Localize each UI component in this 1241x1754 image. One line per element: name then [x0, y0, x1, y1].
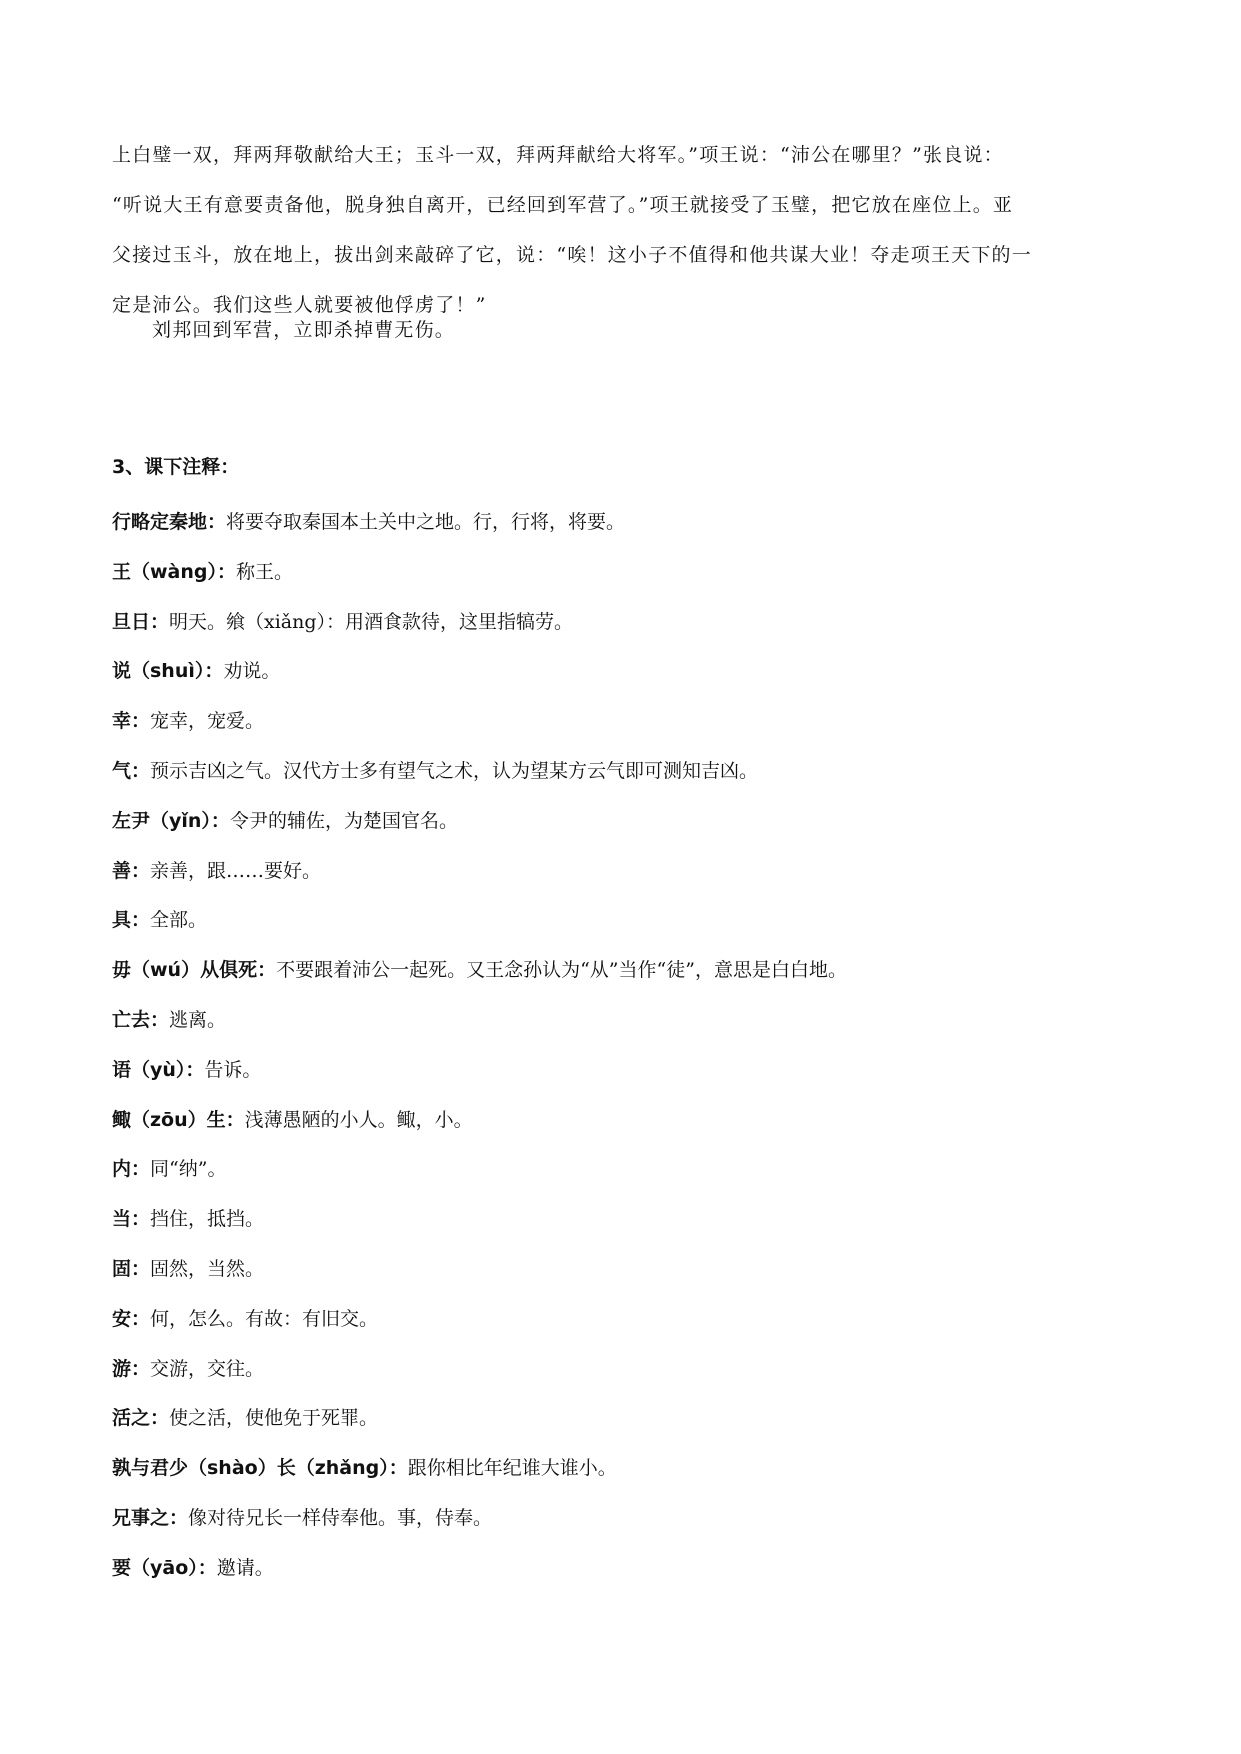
note-item [112, 1046, 1128, 1096]
note-definition: 同“纳”。 [150, 1158, 227, 1181]
note-definition: 邀请。 [216, 1556, 274, 1579]
passage-line: “听说大王有意要责备他，脱身独自离开，已经回到军营了。”项王就接受了玉璧，把它放在座位上。亚 [112, 194, 1014, 216]
passage-line: 上白璧一双，拜两拜敬献给大王；玉斗一双，拜两拜献给大将军。”项王说：“沛公在哪里？”张良说： [112, 144, 1004, 166]
note-definition: 令尹的辅佐，为楚国官名。 [229, 809, 458, 832]
note-item [112, 1345, 1128, 1395]
notes-list [112, 498, 1128, 1594]
passage-line: 定是沛公。我们这些人就要被他俘虏了！” [112, 294, 487, 316]
note-term: 左尹（yǐn）： [112, 809, 230, 832]
note-term: 毋（wú）从俱死： [112, 959, 277, 982]
note-definition: 像对待兄长一样侍奉他。事，侍奉。 [188, 1506, 493, 1529]
note-definition: 告诉。 [204, 1058, 262, 1081]
note-term: 幸： [112, 710, 151, 733]
note-definition: 全部。 [150, 909, 208, 932]
note-term: 安： [112, 1307, 151, 1330]
note-definition: 逃离。 [169, 1008, 227, 1031]
note-definition: 将要夺取秦国本土关中之地。行，行将，将要。 [226, 511, 626, 533]
note-term: 兄事之： [112, 1506, 189, 1529]
note-definition: 挡住，抵挡。 [150, 1208, 265, 1231]
note-term: 内： [112, 1158, 151, 1181]
note-definition: 亲善，跟……要好。 [150, 859, 322, 882]
note-item [112, 1145, 1128, 1195]
note-item [112, 996, 1128, 1046]
note-term: 鲰（zōu）生： [112, 1108, 245, 1131]
note-item [112, 498, 1128, 548]
note-term: 具： [112, 909, 151, 932]
note-item [112, 946, 1128, 996]
note-term: 固： [112, 1257, 151, 1280]
note-item [112, 1394, 1128, 1444]
note-item [112, 896, 1128, 946]
notes-heading: 3、课下注释： [112, 456, 240, 478]
note-term: 说（shuì）： [112, 660, 224, 683]
note-definition: 何，怎么。有故：有旧交。 [150, 1307, 379, 1330]
note-item [112, 1195, 1128, 1245]
note-item [112, 797, 1128, 847]
note-definition: 宠幸，宠爱。 [150, 710, 265, 733]
note-item [112, 548, 1128, 598]
note-definition: 跟你相比年纪谁大谁小。 [407, 1457, 617, 1480]
note-item [112, 598, 1128, 648]
note-definition: 固然，当然。 [150, 1257, 265, 1280]
note-item [112, 1245, 1128, 1295]
note-item [112, 697, 1128, 747]
note-term: 孰与君少（shào）长（zhǎng）： [112, 1457, 408, 1480]
note-definition: 预示吉凶之气。汉代方士多有望气之术，认为望某方云气即可测知吉凶。 [150, 759, 759, 782]
passage-line: 刘邦回到军营，立即杀掉曹无伤。 [152, 319, 456, 341]
note-definition: 劝说。 [223, 660, 281, 683]
note-term: 要（yāo）： [112, 1556, 217, 1579]
note-term: 王（wàng）： [112, 560, 237, 583]
note-term: 气： [112, 759, 151, 782]
note-item [112, 847, 1128, 897]
note-item [112, 747, 1128, 797]
note-item [112, 1295, 1128, 1345]
note-term: 善： [112, 859, 151, 882]
note-item [112, 1444, 1128, 1494]
note-term: 当： [112, 1208, 151, 1231]
note-definition: 明天。飨（xiǎng）：用酒食款待，这里指犒劳。 [169, 610, 574, 633]
note-definition: 浅薄愚陋的小人。鲰，小。 [244, 1108, 473, 1131]
note-definition: 不要跟着沛公一起死。又王念孙认为“从”当作“徒”，意思是白白地。 [276, 959, 847, 982]
note-term: 活之： [112, 1407, 170, 1430]
note-item [112, 647, 1128, 697]
note-item [112, 1096, 1128, 1146]
note-term: 游： [112, 1357, 151, 1380]
note-term: 旦日： [112, 610, 170, 633]
note-item [112, 1494, 1128, 1544]
note-definition: 使之活，使他免于死罪。 [169, 1407, 379, 1430]
passage-paragraph [112, 130, 1128, 330]
note-term: 行略定秦地： [112, 511, 227, 533]
note-term: 语（yù）： [112, 1058, 205, 1081]
passage-last-paragraph [112, 305, 1128, 355]
note-definition: 称王。 [236, 560, 294, 583]
note-definition: 交游，交往。 [150, 1357, 265, 1380]
passage-line: 父接过玉斗，放在地上，拔出剑来敲碎了它，说：“唉！这小子不值得和他共谋大业！夺走项王天下的一 [112, 244, 1032, 266]
note-item [112, 1544, 1128, 1594]
note-term: 亡去： [112, 1008, 170, 1031]
